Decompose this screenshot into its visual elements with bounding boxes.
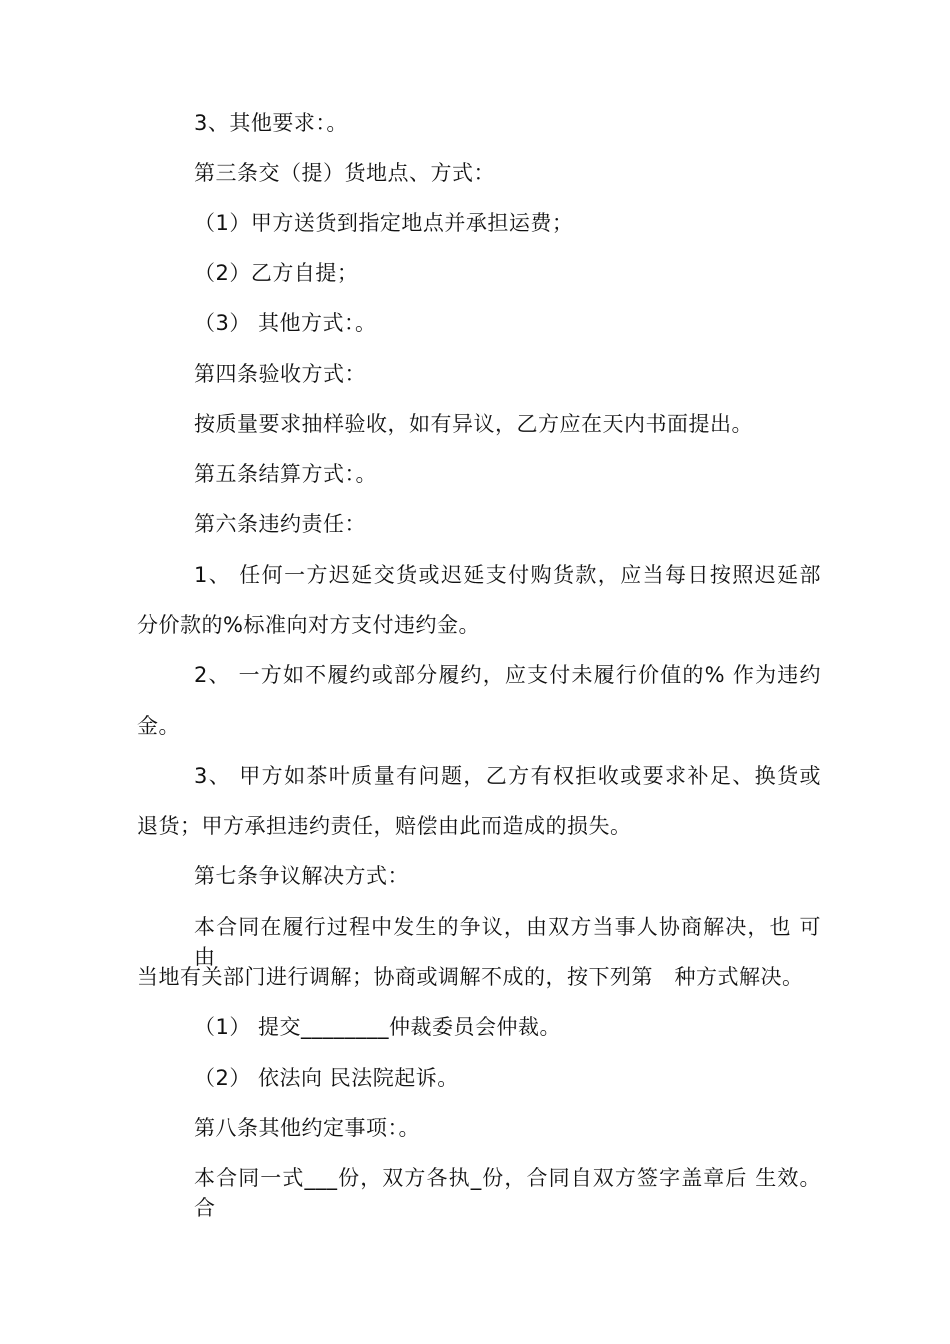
clause-line: （1）甲方送货到指定地点并承担运费； xyxy=(194,211,574,235)
clause-line: 退货；甲方承担违约责任，赔偿由此而造成的损失。 xyxy=(137,814,632,838)
clause-line: （2） 依法向 民法院起诉。 xyxy=(194,1066,459,1090)
clause-line: 1、 任何一方迟延交货或迟延支付购货款，应当每日按照迟延部 xyxy=(194,563,821,587)
clause-line: （3） 其他方式：。 xyxy=(194,311,377,335)
clause-line: 当地有关部门进行调解；协商或调解不成的，按下列第 种方式解决。 xyxy=(137,965,804,989)
clause-line: 金。 xyxy=(137,714,180,738)
clause-line: 3、其他要求：。 xyxy=(194,111,348,135)
clause-line: 2、 一方如不履约或部分履约，应支付未履行价值的% 作为违约 xyxy=(194,663,821,687)
article-heading: 第六条违约责任： xyxy=(194,512,366,536)
article-heading: 第三条交（提）货地点、方式： xyxy=(194,161,495,185)
clause-line: （2）乙方自提； xyxy=(194,261,359,285)
clause-line: 本合同在履行过程中发生的争议，由双方当事人协商解决，也 可由 xyxy=(194,915,821,969)
clause-line: 按质量要求抽样验收，如有异议，乙方应在天内书面提出。 xyxy=(194,412,753,436)
clause-line: （1） 提交________仲裁委员会仲裁。 xyxy=(194,1015,562,1039)
clause-line: 分价款的%标准向对方支付违约金。 xyxy=(137,613,480,637)
article-heading: 第四条验收方式： xyxy=(194,362,366,386)
article-heading: 第八条其他约定事项：。 xyxy=(194,1116,420,1140)
article-heading: 第七条争议解决方式： xyxy=(194,864,409,888)
article-heading: 第五条结算方式：。 xyxy=(194,462,377,486)
clause-line: 本合同一式___份，双方各执_份，合同自双方签字盖章后 生效。合 xyxy=(194,1166,821,1220)
clause-line: 3、 甲方如茶叶质量有问题，乙方有权拒收或要求补足、换货或 xyxy=(194,764,821,788)
